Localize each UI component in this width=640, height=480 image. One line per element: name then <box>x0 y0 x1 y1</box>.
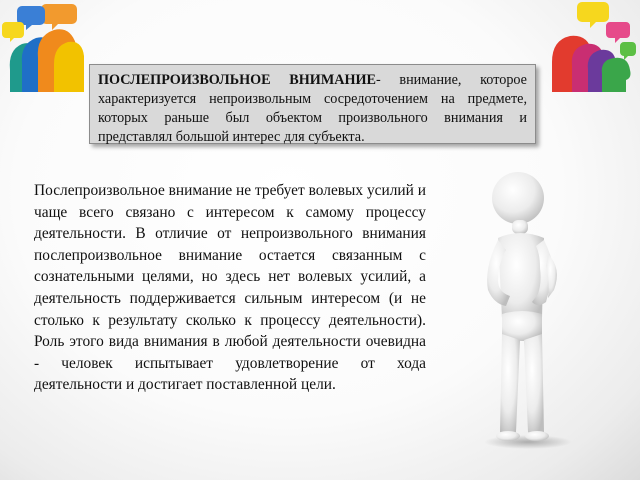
main-paragraph: Послепроизвольное внимание не требует волевых усилий и чаще всего связано с интересом к самому процессу деятельности. В отличие от непроизвольного внимания послепроизвольное внимание остается связанным с сознательными целями, но здесь нет волевых усилий, а деятельность поддерживается сильным интересом (и не столько к результату сколько к процессу деятельности). Роль этого вида внимания в любой деятельности очевидна - человек испытывает удовлетворение от хода деятельности и достигает поставленной цели. <box>34 182 426 394</box>
definition-text: - внимание, которое характеризуется непроизвольным сосредоточением на предмете, которых раньше был объектом произвольного внимания и представлял большой интерес для субъекта. <box>98 72 527 145</box>
person-figure-icon <box>470 168 586 452</box>
thinking-heads-icon <box>552 0 636 96</box>
thinking-heads-icon <box>0 0 84 96</box>
definition-term: ПОСЛЕПРОИЗВОЛЬНОЕ ВНИМАНИЕ <box>98 72 376 88</box>
definition-box <box>89 64 536 144</box>
